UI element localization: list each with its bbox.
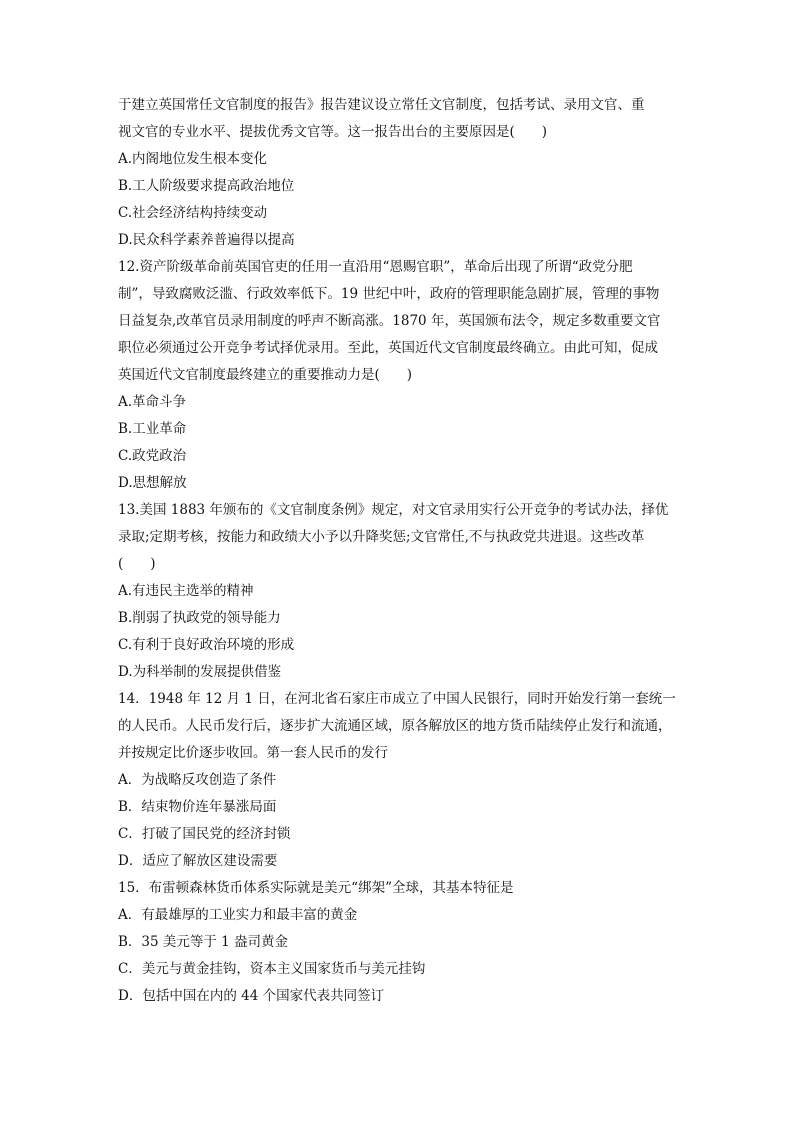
question-12-stem-line-4: 职位必须通过公开竞争考试择优录用。至此，英国近代文官制度最终确立。由此可知，促成 bbox=[118, 340, 658, 356]
question-11 bbox=[118, 92, 678, 254]
question-13-stem-line-1: 13.美国 1883 年颁布的《文官制度条例》规定，对文官录用实行公开竞争的考试办法，择优 bbox=[118, 502, 669, 518]
question-14-option-b: B．结束物价连年暴涨局面 bbox=[118, 799, 277, 815]
question-15-option-d: D．包括中国在内的 44 个国家代表共同签订 bbox=[118, 988, 385, 1004]
question-13-option-a: A.有违民主选举的精神 bbox=[118, 583, 254, 599]
question-15-stem-line-1: 15．布雷顿森林货币体系实际就是美元“绑架”全球，其基本特征是 bbox=[118, 880, 514, 896]
question-14-option-a: A．为战略反攻创造了条件 bbox=[118, 772, 277, 788]
question-13-option-b: B.削弱了执政党的领导能力 bbox=[118, 610, 281, 626]
question-12-stem-line-5: 英国近代文官制度最终建立的重要推动力是( ) bbox=[118, 367, 413, 383]
question-13-stem-line-3: ( ) bbox=[118, 556, 156, 572]
question-15-option-c: C．美元与黄金挂钩，资本主义国家货币与美元挂钩 bbox=[118, 961, 426, 977]
question-12-option-d: D.思想解放 bbox=[118, 475, 187, 491]
question-11-option-d: D.民众科学素养普遍得以提高 bbox=[118, 232, 295, 248]
question-15-option-a: A．有最雄厚的工业实力和最丰富的黄金 bbox=[118, 907, 358, 923]
question-11-stem-line-2: 视文官的专业水平、提拔优秀文官等。这一报告出台的主要原因是( ) bbox=[118, 124, 548, 140]
question-12-option-a: A.革命斗争 bbox=[118, 394, 187, 410]
question-14 bbox=[118, 686, 678, 875]
question-11-option-c: C.社会经济结构持续变动 bbox=[118, 205, 268, 221]
question-12-stem-line-3: 日益复杂,改革官员录用制度的呼声不断高涨。1870 年，英国颁布法令，规定多数重要文官 bbox=[118, 313, 661, 329]
question-12-option-b: B.工业革命 bbox=[118, 421, 187, 437]
document-page bbox=[118, 92, 678, 1010]
question-13 bbox=[118, 497, 678, 686]
question-11-option-a: A.内阁地位发生根本变化 bbox=[118, 151, 268, 167]
question-12-stem-line-2: 制”，导致腐败泛滥、行政效率低下。19 世纪中叶，政府的管理职能急剧扩展，管理的事物 bbox=[118, 286, 660, 302]
question-14-option-c: C．打破了国民党的经济封锁 bbox=[118, 826, 291, 842]
question-12-option-c: C.政党政治 bbox=[118, 448, 187, 464]
question-13-option-c: C.有利于良好政治环境的形成 bbox=[118, 637, 295, 653]
question-14-stem-line-2: 的人民币。人民币发行后，逐步扩大流通区域，原各解放区的地方货币陆续停止发行和流通， bbox=[118, 718, 672, 734]
question-12-stem-line-1: 12.资产阶级革命前英国官吏的任用一直沿用“恩赐官职”，革命后出现了所谓“政党分肥 bbox=[118, 259, 633, 275]
question-14-stem-line-3: 并按规定比价逐步收回。第一套人民币的发行 bbox=[118, 745, 388, 761]
question-14-option-d: D．适应了解放区建设需要 bbox=[118, 853, 278, 869]
question-11-stem-line-1: 于建立英国常任文官制度的报告》报告建议设立常任文官制度，包括考试、录用文官、重 bbox=[118, 97, 645, 113]
question-15 bbox=[118, 875, 678, 1010]
question-13-option-d: D.为科举制的发展提供借鉴 bbox=[118, 664, 282, 680]
question-14-stem-line-1: 14．1948 年 12 月 1 日，在河北省石家庄市成立了中国人民银行，同时开始发行第一套统一 bbox=[118, 691, 676, 707]
question-15-option-b: B．35 美元等于 1 盎司黄金 bbox=[118, 934, 289, 950]
question-13-stem-line-2: 录取;定期考核，按能力和政绩大小予以升降奖惩;文官常任,不与执政党共进退。这些改革 bbox=[118, 529, 645, 545]
question-11-option-b: B.工人阶级要求提高政治地位 bbox=[118, 178, 295, 194]
question-12 bbox=[118, 254, 678, 497]
